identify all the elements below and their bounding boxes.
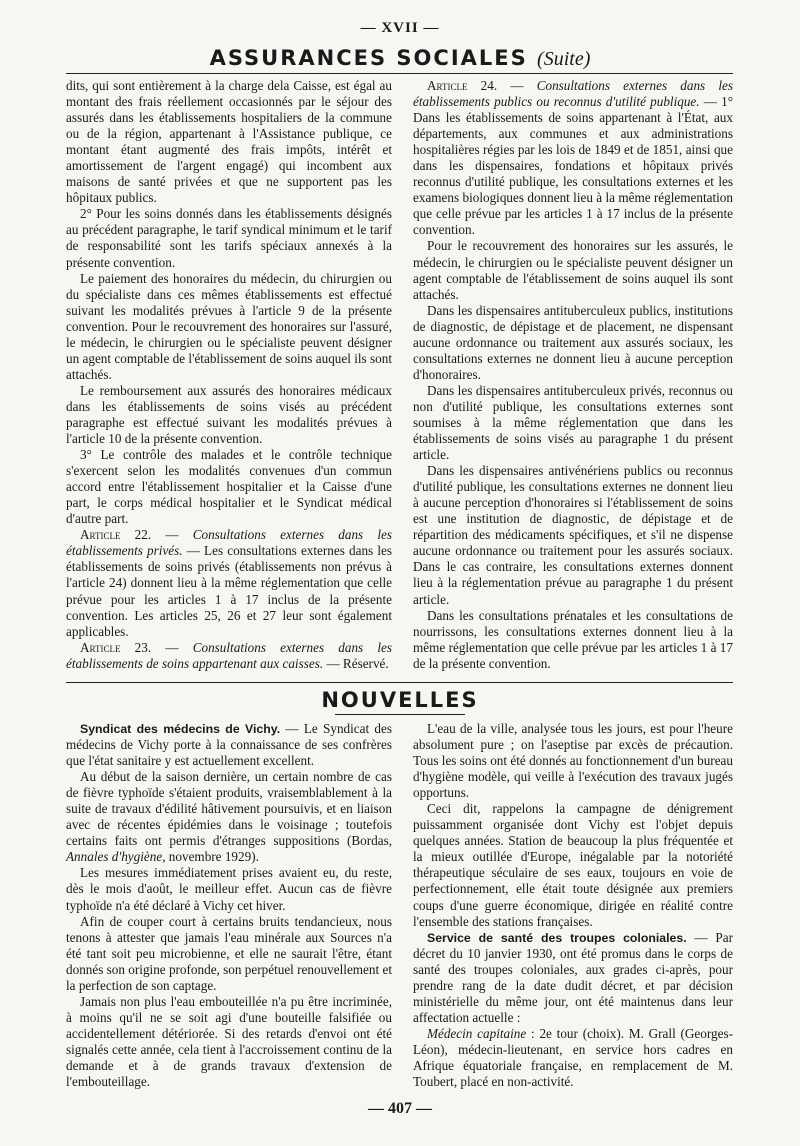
news-heading: Syndicat des médecins de Vichy.	[80, 722, 281, 736]
article-label: Article 24.	[427, 78, 498, 93]
column-assurances-right	[413, 78, 733, 672]
paragraph: Ceci dit, rappelons la campagne de dénigrement puissamment organisée dont Vichy est l'objet depuis quelques années. Station de beaucoup la plus fréquentée et la mieux outillée d'Europe, inégalable par la notoriété thérapeutique séculaire de ses eaux, toujours en voie de perfectionnement, elle était toute désignée aux premiers coups d'une guerre économique, dirigée en réalité contre l'ensemble des stations françaises.	[413, 801, 733, 929]
news-text: — Par décret du 10 janvier 1930, ont été promus dans le corps de santé des troupes coloniales, aux grades ci-après, pour prendre rang de la date dudit décret, et par décision ministérielle du même jour, ont été maintenus dans leur affectation actuelle :	[413, 929, 733, 1025]
article-text: — 1° Dans les établissements de soins appartenant à l'État, aux départements, aux communes et aux administrations hospitalières régies par les lois de 1849 et de 1851, ainsi que dans les dispensaires, fondations et hôpitaux privés reconnus d'utilité publique, les consultations externes et les examens biologiques donnent lieu à la même réglementation que celle prévue par les articles 1 à 17 inclus de la présente convention.	[413, 94, 733, 238]
paragraph: Dans les consultations prénatales et les consultations de nourrissons, les consultations externes donnent lieu à la même réglementation que celle prévue par les articles 1 à 17 de la présente convention.	[413, 607, 733, 671]
article-22	[66, 527, 392, 639]
paragraph: Dans les dispensaires antituberculeux publics, institutions de diagnostic, de dépistage et de placement, ne dispensant aucune ordonnance ou traitement aux assurés sociaux, les consultations externes ne donnent lieu à aucune perception d'honoraires.	[413, 302, 733, 382]
citation-title: Annales d'hygiène	[66, 849, 163, 865]
article-dash: —	[151, 639, 193, 655]
section-divider-top	[66, 73, 733, 74]
article-label: Article 22.	[80, 527, 152, 543]
paragraph: Jamais non plus l'eau embouteillée n'a pu être incriminée, à moins qu'il ne se soit agi d'une bouteille falsifiée ou accidentellement détériorée. Si des retards d'envoi ont été signalés cette année, cela tient à l'accroissement continu de la demande et à de grands travaux d'extension de l'embouteillage.	[66, 993, 392, 1090]
paragraph: Dans les dispensaires antituberculeux privés, reconnus ou non d'utilité publique, les consultations externes sont soumises à la même réglementation que dans les établissements de soins visés au paragraphe 1 du présent article.	[413, 382, 733, 463]
paragraph: Pour le recouvrement des honoraires sur les assurés, le médecin, le chirurgien ou le spécialiste peuvent désigner un agent comptable de l'établissement de soins auquel ils sont attachés.	[413, 238, 733, 302]
paragraph-text: , novembre 1929).	[162, 849, 259, 865]
article-title: Consultations externes dans les établissements publics ou reconnus d'utilité publique.	[413, 78, 733, 110]
paragraph: L'eau de la ville, analysée tous les jours, est pour l'heure absolument pure ; on l'aseptise par excès de précaution. Tous les soins ont été donnés au fonctionnement d'un bureau d'hygiène modèle, qui veille à l'exécution des travaux jugés opportuns.	[413, 721, 733, 801]
article-label: Article 23.	[80, 639, 152, 655]
article-text: — Les consultations externes dans les établissements de soins privés (établissements non prévus à l'article 24) donnent lieu à la même réglementation que celle prévue pour les articles 1 à 17 inclus de la présente convention. Les articles 25, 26 et 27 leur sont également applicables.	[66, 543, 392, 639]
section-title-suite: (Suite)	[537, 48, 591, 70]
news-heading: Service de santé des troupes coloniales.	[427, 930, 687, 945]
article-title: Consultations externes dans les établissements de soins appartenant aux caisses.	[66, 639, 392, 671]
article-dash: —	[151, 527, 193, 543]
paragraph: 3° Le contrôle des malades et le contrôle technique s'exercent selon les modalités convenues d'un commun accord entre l'établissement hospitalier et la Caisse d'une part, le corps médical hospitalier et le Syndicat médical d'autre part.	[66, 447, 392, 527]
article-23	[66, 640, 392, 672]
paragraph	[66, 769, 392, 865]
section-title-nouvelles: NOUVELLES	[321, 688, 479, 712]
roman-page-header: — XVII —	[360, 20, 440, 36]
paragraph: Le paiement des honoraires du médecin, du chirurgien ou du spécialiste dans ces mêmes établissements est effectué suivant les modalités prévues à l'article 9 de la présente convention. Pour le recouvrement des honoraires sur l'assuré, le médecin, le chirurgien ou le spécialiste peuvent désigner un agent comptable de l'établissement de soins auquel ils sont attachés.	[66, 270, 392, 382]
article-text: — Réservé.	[323, 655, 389, 671]
news-item-vichy	[66, 721, 392, 769]
column-nouvelles-left	[66, 721, 392, 1090]
paragraph: 2° Pour les soins donnés dans les établissements désignés au précédent paragraphe, le tarif syndical minimum et le tarif de responsabilité sont les tarifs spéciaux annexés à la présente convention.	[66, 206, 392, 270]
paragraph-text: Au début de la saison dernière, un certain nombre de cas de fièvre typhoïde s'étaient produits, vraisemblablement à la suite de travaux d'édilité hâtivement poursuivis, et en liaison avec de récentes épidémies dans le voisinage ; toutefois certains faits ont permis d'étranges suppositions (Bordas,	[66, 769, 392, 849]
paragraph: Dans les dispensaires antivénériens publics ou reconnus d'utilité publique, les consultations externes ne donnent lieu à aucune perception d'honoraires si l'établissement de soins est une institution de diagnostic, de dépistage et de répartition des médicaments spécifiques, et s'il ne dispense aucune ordonnance ou traitement pour les assurés sociaux. Dans le cas contraire, les consultations externes donnent lieu à la réglementation prévue au paragraphe 1 du présent article.	[413, 463, 733, 607]
news-item-troupes-coloniales	[413, 930, 733, 1026]
paragraph: Les mesures immédiatement prises avaient eu, du reste, dès le mois d'août, le meilleur effet. Aucun cas de fièvre typhoïde n'a été déclaré à Vichy cet hiver.	[66, 865, 392, 913]
paragraph: Le remboursement aux assurés des honoraires médicaux dans les établissements de soins visés au précédent paragraphe est effectué suivant les modalités prévues à l'article 10 de la présente convention.	[66, 382, 392, 447]
article-24	[413, 78, 733, 238]
column-nouvelles-right	[413, 721, 733, 1090]
column-assurances-left	[66, 78, 392, 672]
paragraph: Afin de couper court à certains bruits tendancieux, nous tenons à attester que jamais l'eau minérale aux Sources n'a été tant soit peu microbienne, et elle ne saurait l'être, étant donnés son origine profonde, son perpétuel renouvellement et la perfection de son captage.	[66, 913, 392, 993]
paragraph	[413, 1026, 733, 1090]
rank-label: Médecin capitaine	[427, 1025, 527, 1041]
section-title-text: ASSURANCES SOCIALES	[209, 46, 528, 70]
paragraph-text: : 2e tour (choix). M. Grall (Georges-Léon), médecin-lieutenant, en service hors cadres en Afrique équatoriale française, en remplacement de M. Toubert, placé en non-activité.	[413, 1025, 733, 1090]
paragraph: dits, qui sont entièrement à la charge dela Caisse, est égal au montant des frais réellement occasionnés par le séjour des assurés dans les établissements hospitaliers de la commune ou de la région, appartenant à l'Assistance publique, ce montant étant augmenté des frais impôts, intérêt et amortissement de l'argent engagé) qui incombent aux maisons de santé privées et que ne supportent pas les hôpitaux publics.	[66, 78, 392, 206]
title-underline	[335, 714, 465, 715]
page-number: — 407 —	[368, 1100, 432, 1117]
article-dash: —	[497, 78, 537, 93]
section-divider-middle	[66, 682, 733, 683]
news-text: — Le Syndicat des médecins de Vichy porte à la connaissance de ses confrères que l'état sanitaire y est actuellement excellent.	[66, 721, 393, 769]
section-title-assurances	[0, 46, 800, 71]
article-title: Consultations externes dans les établissements privés.	[66, 527, 392, 559]
